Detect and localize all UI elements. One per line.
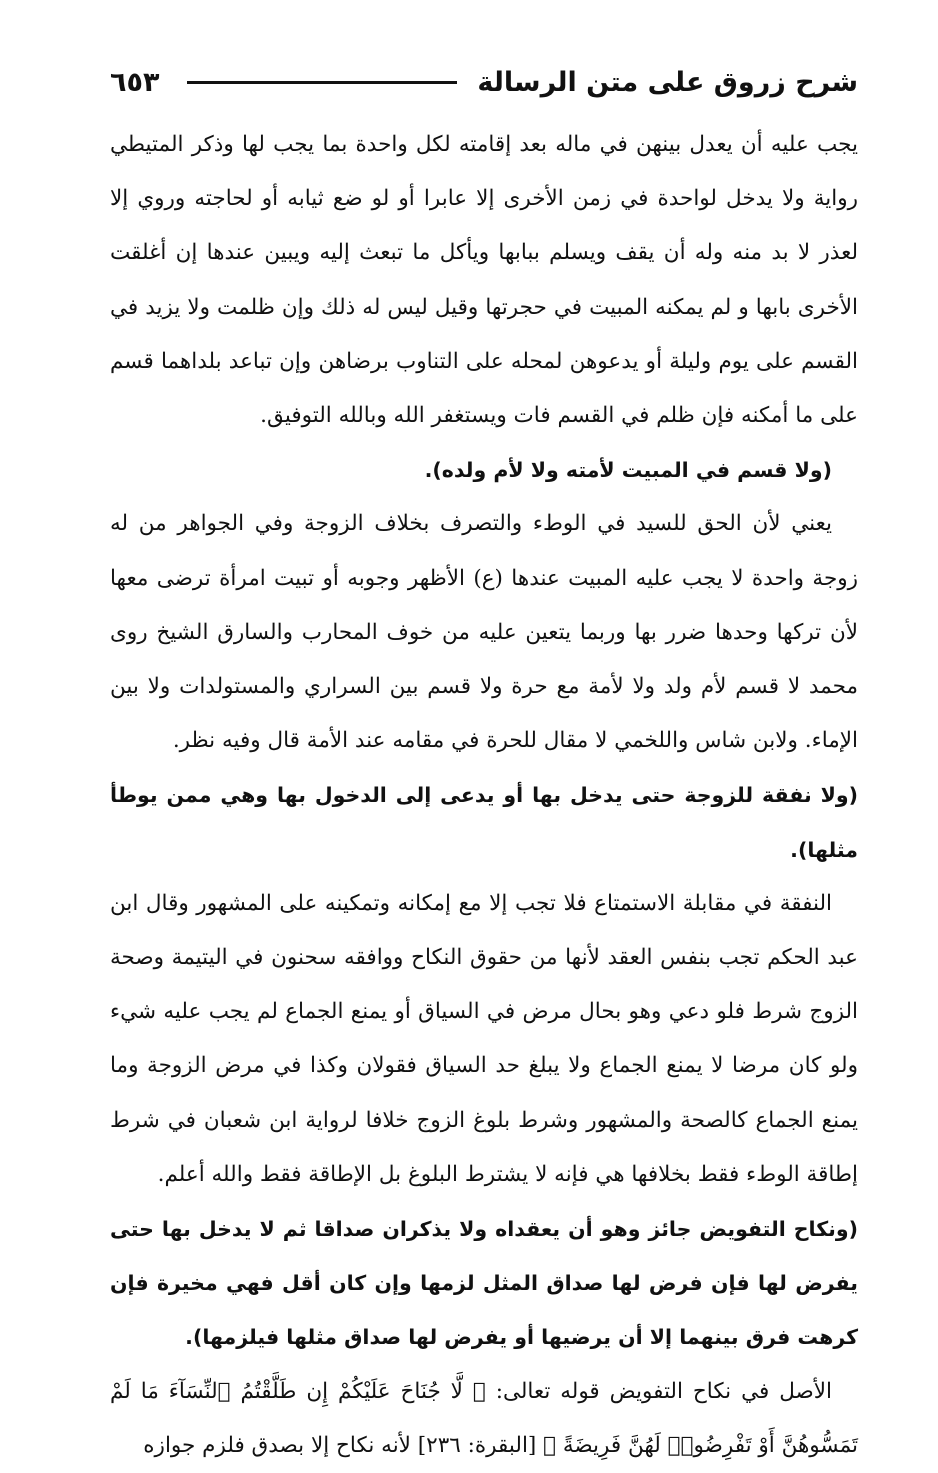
page-number: ٦٥٣	[110, 66, 160, 98]
page-body	[110, 118, 858, 1473]
running-title: شرح زروق على متن الرسالة	[477, 66, 858, 98]
commentary-paragraph: النفقة في مقابلة الاستمتاع فلا تجب إلا مع إمكانه وتمكينه على المشهور وقال ابن عبد الحكم تجب بنفس العقد لأنها من حقوق النكاح ووافقه سحنون في اليتيمة وصحة الزوج شرط فلو دعي وهو بحال مرض في السياق أو يمنع الجماع لم يجب عليه شيء ولو كان مرضا لا يمنع الجماع ولا يبلغ حد السياق فقولان وكذا في مرض الزوجة وما يمنع الجماع كالصحة والمشهور وشرط بلوغ الزوج خلافا لرواية ابن شعبان في شرط إطاقة الوطء فقط بخلافها هي فإنه لا يشترط البلوغ بل الإطاقة فقط والله أعلم.	[110, 890, 858, 1187]
matn-statement: (ولا نفقة للزوجة حتى يدخل بها أو يدعى إلى الدخول بها وهي ممن يوطأ مثلها).	[110, 783, 858, 862]
header-rule	[187, 81, 457, 84]
matn-statement: (ونكاح التفويض جائز وهو أن يعقداه ولا يذكران صداقا ثم لا يدخل بها حتى يفرض لها فإن فرض لها صداق المثل لزمها وإن كان أقل فهي مخيرة فإن كرهت فرق بينهما إلا أن يرضيها أو يفرض لها صداق مثلها فيلزمها).	[110, 1217, 858, 1350]
commentary-paragraph: الأصل في نكاح التفويض قوله تعالى: ﴿ لَّا جُنَاحَ عَلَيْكُمْ إِن طَلَّقْتُمُ ٱلنِّسَآءَ مَا لَمْ تَمَسُّوهُنَّ أَوْ تَفْرِضُوا۟ لَهُنَّ فَرِيضَةً ﴾ [البقرة: ٢٣٦] لأنه نكاح إلا بصدق فلزم جوازه	[110, 1378, 858, 1458]
commentary-paragraph: يعني لأن الحق للسيد في الوطء والتصرف بخلاف الزوجة وفي الجواهر من له زوجة واحدة لا يجب عليه المبيت عندها (ع) الأظهر وجوبه أو تبيت امرأة ترضى معها لأن تركها وحدها ضرر بها وربما يتعين عليه من خوف المحارب والسارق الشيخ روى محمد لا قسم لأم ولد ولا لأمة مع حرة ولا قسم بين السراري والمستولدات ولا بين الإماء. ولابن شاس واللخمي لا مقال للحرة في مقامه عند الأمة قال وفيه نظر.	[110, 511, 858, 754]
matn-statement: (ولا قسم في المبيت لأمته ولا لأم ولده).	[424, 458, 832, 483]
book-page	[110, 58, 858, 1458]
commentary-paragraph: يجب عليه أن يعدل بينهن في ماله بعد إقامته لكل واحدة بما يجب لها وذكر المتيطي رواية ولا يدخل لواحدة في زمن الأخرى إلا عابرا أو لو ضع ثيابه أو لحاجته وروي إلا لعذر لا بد منه وله أن يقف ويسلم ببابها ويأكل ما تبعث إليه ويبين عندها إن أغلقت الأخرى بابها و لم يمكنه المبيت في حجرتها وقيل ليس له ذلك وإن ظلمت ولا يزيد في القسم على يوم وليلة أو يدعوهن لمحله على التناوب برضاهن وإن تباعد بلداهما قسم على ما أمكنه فإن ظلم في القسم فات ويستغفر الله وبالله التوفيق.	[110, 132, 858, 429]
page-header	[110, 58, 858, 106]
